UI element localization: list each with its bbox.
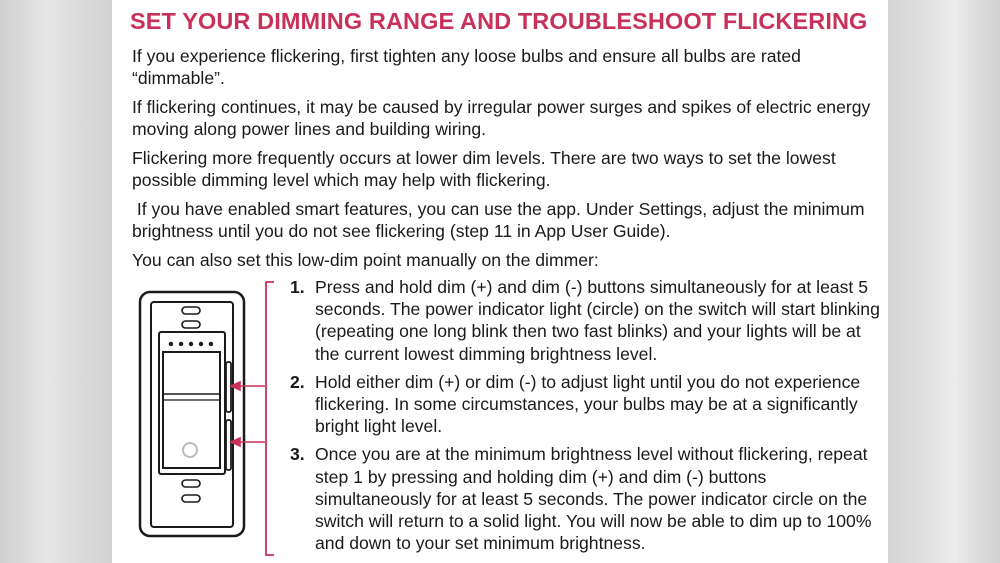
step-number: 2.: [290, 371, 305, 392]
step-bracket: [266, 282, 274, 555]
step-number: 1.: [290, 277, 305, 297]
paragraph-manual-intro: You can also set this low-dim point manually on the dimmer:: [132, 250, 599, 270]
step-item: [290, 371, 880, 438]
step-text: Press and hold dim (+) and dim (-) buttons simultaneously for at least 5 seconds. The power indicator light (circle) on the switch will start blinking (repeating one long blink then two fast blinks) and your lights will be at the current lowest dimming brightness level.: [315, 277, 880, 364]
step-text: Once you are at the minimum brightness level without flickering, repeat step 1 by pressing and holding dim (+) and dim (-) buttons simultaneously for at least 5 seconds. The power indicator circle on the switch will return to a solid light. You will now be able to dim up to 100% and down to your set minimum brightness.: [315, 444, 872, 554]
paragraph-power-surges: If flickering continues, it may be caused by irregular power surges and spikes of electric energy moving along power lines and building wiring.: [132, 97, 871, 139]
paragraph-low-dim-levels: Flickering more frequently occurs at lower dim levels. There are two ways to set the lowest possible dimming level which may help with flickering.: [132, 148, 836, 190]
pointer-arrows: [231, 382, 265, 446]
background-left: [0, 0, 112, 563]
paragraph-app-settings: If you have enabled smart features, you can use the app. Under Settings, adjust the minimum brightness until you do not see flickering (step 11 in App User Guide).: [132, 199, 870, 241]
dim-plus-button: [226, 362, 231, 412]
background-right: [888, 0, 1000, 563]
steps-list: [290, 276, 880, 560]
document-page: [112, 0, 888, 563]
power-indicator-circle-icon: [183, 443, 197, 457]
paragraph-loose-bulbs: If you experience flickering, first tighten any loose bulbs and ensure all bulbs are rated “dimmable”.: [132, 46, 801, 88]
step-number: 3.: [290, 444, 305, 465]
step-item: [290, 276, 880, 365]
section-title: SET YOUR DIMMING RANGE AND TROUBLESHOOT FLICKERING: [130, 8, 868, 34]
dimmer-switch-diagram: [112, 270, 292, 563]
step-item: [290, 443, 880, 554]
dim-buttons: [226, 362, 231, 470]
step-text: Hold either dim (+) or dim (-) to adjust light until you do not experience flickering. In some circumstances, your bulbs may be at a significantly bright light level.: [315, 371, 861, 437]
dim-minus-button: [226, 420, 231, 470]
